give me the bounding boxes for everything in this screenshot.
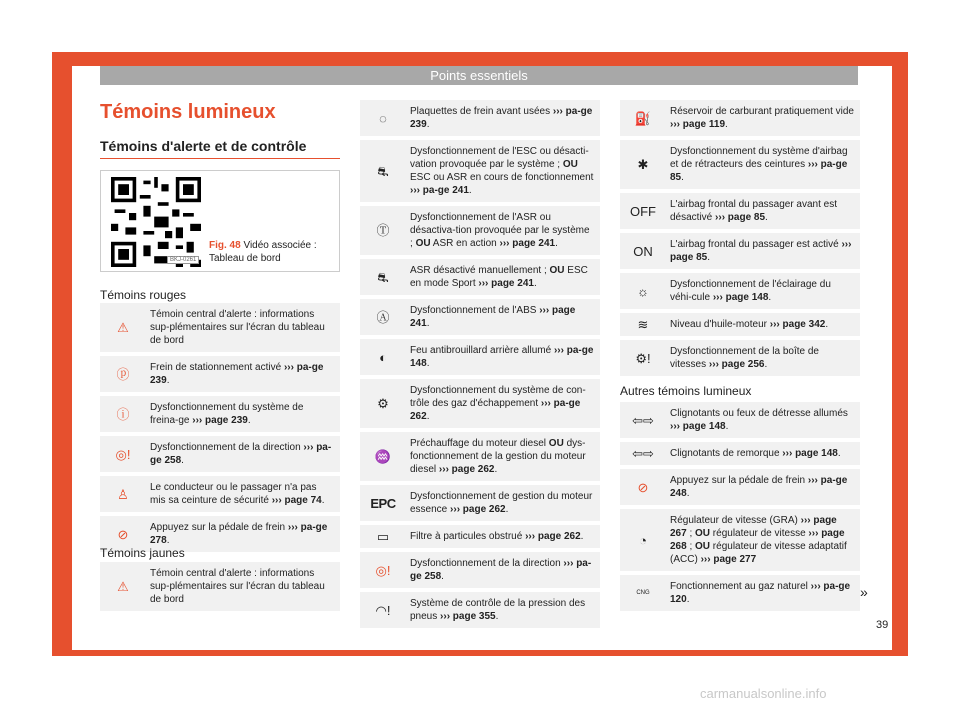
- list-item: [620, 575, 860, 611]
- turn-signals-icon: ⇦⇨: [632, 412, 654, 428]
- list-item-text: Dysfonctionnement du système d'airbag et de rétracteurs des ceintures ››› pa-ge 85.: [670, 146, 848, 183]
- list-item: [100, 303, 340, 352]
- list-item-text: Dysfonctionnement de l'ABS ››› page 241.: [410, 305, 576, 329]
- yellow-warning-list: [100, 562, 340, 615]
- list-item: [620, 340, 860, 376]
- figure-caption: [209, 239, 317, 265]
- header-bar: Points essentiels: [100, 66, 858, 85]
- list-item-text: Feu antibrouillard arrière allumé ››› pa-ge 148.: [410, 345, 594, 369]
- list-item-text: Dysfonctionnement de la direction ››› pa-ge 258.: [410, 558, 592, 582]
- list-item: [100, 436, 340, 472]
- airbag-off-icon: OFF: [630, 203, 656, 219]
- parking-brake-icon: ⓟ: [116, 366, 130, 382]
- list-item: [360, 485, 600, 521]
- list-item-text: Dysfonctionnement de la boîte de vitesses ››› page 256.: [670, 346, 819, 370]
- airbag-on-icon: ON: [633, 243, 653, 259]
- list-item: [360, 339, 600, 375]
- list-item-text: Clignotants ou feux de détresse allumés ››› page 148.: [670, 408, 848, 432]
- list-item-text: Dysfonctionnement de l'ASR ou désactiva-tion provoquée par le système ; OU ASR en action ››› page 241.: [410, 212, 590, 249]
- light-fault-icon: ☼: [637, 283, 649, 299]
- tc-icon: Ⓣ: [376, 223, 390, 238]
- cruise-control-icon: ◔: [639, 532, 647, 548]
- glow-plug-icon: ♒: [374, 449, 392, 464]
- red-warning-list: [100, 303, 340, 556]
- airbag-fault-icon: ✱: [637, 157, 649, 172]
- brake-pedal-icon: ⊘: [637, 479, 649, 495]
- list-item-text: Dysfonctionnement de l'ESC ou désacti-vation provoquée par le système ; OU ESC ou ASR en cours de fonctionnement ››› pa-ge 241.: [410, 146, 594, 196]
- list-item: [360, 206, 600, 255]
- brake-pads-icon: ◌: [379, 110, 387, 126]
- figure-caption-line1: Vidéo associée :: [243, 240, 317, 251]
- list-item-text: L'airbag frontal du passager avant est désactivé ››› page 85.: [670, 199, 838, 223]
- list-item: [620, 273, 860, 309]
- list-item: [360, 140, 600, 202]
- list-item: [360, 552, 600, 588]
- middle-warning-list: [360, 100, 600, 632]
- list-item-text: Le conducteur ou le passager n'a pas mis sa ceinture de sécurité ››› page 74.: [150, 482, 325, 506]
- abs-icon: Ⓐ: [376, 309, 390, 325]
- other-indicator-list: [620, 402, 860, 615]
- gearbox-icon: ⚙!: [635, 350, 651, 366]
- list-item-text: Niveau d'huile-moteur ››› page 342.: [670, 319, 829, 330]
- list-item: [360, 299, 600, 335]
- list-item: [100, 356, 340, 392]
- list-item-text: Témoin central d'alerte : informations sup-plémentaires sur l'écran du tableau de bord: [150, 568, 325, 605]
- list-item: [620, 233, 860, 269]
- list-item-text: Appuyez sur la pédale de frein ››› pa-ge 248.: [670, 475, 848, 499]
- list-item: [620, 100, 860, 136]
- list-item: [620, 469, 860, 505]
- list-item-text: Dysfonctionnement du système de freina-ge ››› page 239.: [150, 402, 304, 426]
- figure-box: [100, 170, 340, 272]
- particle-filter-icon: ▭: [376, 529, 390, 544]
- warning-triangle-icon: ⚠: [117, 579, 129, 594]
- fuel-icon: ⛽: [634, 110, 652, 126]
- list-item-text: Régulateur de vitesse (GRA) ››› page 267 ; OU régulateur de vitesse ››› page 268 ; OU régulateur de vitesse adaptatif (ACC) ››› page 277: [670, 515, 847, 565]
- list-item-text: L'airbag frontal du passager est activé ››› page 85.: [670, 239, 852, 263]
- list-item: [360, 100, 600, 136]
- figure-code: BKJ-0261: [167, 256, 199, 264]
- figure-label: Fig. 48: [209, 240, 241, 251]
- list-item: [620, 509, 860, 571]
- esc-icon: ⛐: [377, 163, 389, 179]
- section-title: Témoins lumineux: [100, 101, 276, 123]
- list-item: [620, 313, 860, 336]
- figure-caption-line2: Tableau de bord: [209, 253, 281, 264]
- list-item-text: Dysfonctionnement de l'éclairage du véhi-cule ››› page 148.: [670, 279, 831, 303]
- list-item-text: Dysfonctionnement du système de con-trôle des gaz d'échappement ››› pa-ge 262.: [410, 385, 586, 422]
- brake-fault-icon: ⓘ: [116, 406, 130, 422]
- list-item: [360, 379, 600, 428]
- list-item-text: Filtre à particules obstrué ››› page 262.: [410, 531, 584, 542]
- list-item-text: Réservoir de carburant pratiquement vide ››› page 119.: [670, 106, 854, 130]
- trailer-signal-icon: ⇦⇨: [632, 446, 654, 461]
- qr-code-icon[interactable]: [111, 177, 201, 267]
- subtitle-rule: [100, 158, 340, 159]
- other-section-heading: Autres témoins lumineux: [620, 384, 752, 398]
- list-item-text: Témoin central d'alerte : informations sup-plémentaires sur l'écran du tableau de bord: [150, 309, 325, 346]
- list-item-text: Dysfonctionnement de la direction ››› pa-ge 258.: [150, 442, 332, 466]
- yellow-section-heading: Témoins jaunes: [100, 546, 185, 560]
- list-item: [620, 402, 860, 438]
- list-item-text: Appuyez sur la pédale de frein ››› pa-ge 278.: [150, 522, 328, 546]
- list-item: [100, 396, 340, 432]
- list-item: [360, 259, 600, 295]
- steering-fault-icon: ◎!: [375, 562, 391, 578]
- list-item-text: Système de contrôle de la pression des pneus ››› page 355.: [410, 598, 586, 622]
- list-item-text: Préchauffage du moteur diesel OU dys-fonctionnement de la gestion du moteur diesel ››› page 262.: [410, 438, 586, 475]
- page-number: 39: [876, 619, 889, 631]
- list-item: [360, 592, 600, 628]
- epc-icon: EPC: [370, 495, 396, 511]
- seatbelt-icon: ♙: [117, 486, 129, 502]
- list-item: [620, 442, 860, 465]
- steering-fault-icon: ◎!: [115, 446, 131, 462]
- list-item: [620, 140, 860, 189]
- section-subtitle: Témoins d'alerte et de contrôle: [100, 138, 307, 154]
- list-item-text: Frein de stationnement activé ››› pa-ge 239.: [150, 362, 324, 386]
- warning-triangle-icon: ⚠: [117, 320, 129, 335]
- red-section-heading: Témoins rouges: [100, 288, 187, 302]
- list-item: [620, 193, 860, 229]
- list-item-text: ASR désactivé manuellement ; OU ESC en mode Sport ››› page 241.: [410, 265, 588, 289]
- list-item-text: Dysfonctionnement de gestion du moteur essence ››› page 262.: [410, 491, 593, 515]
- list-item-text: Fonctionnement au gaz naturel ››› pa-ge 120.: [670, 581, 851, 605]
- list-item-text: Clignotants de remorque ››› page 148.: [670, 448, 841, 459]
- cng-icon: CNG: [636, 589, 650, 596]
- oil-level-icon: ≋: [637, 317, 649, 332]
- watermark: carmanualsonline.info: [700, 686, 827, 701]
- esc-off-icon: ⛐: [377, 269, 389, 285]
- list-item: [360, 525, 600, 548]
- engine-icon: ⚙: [377, 396, 389, 411]
- tire-pressure-icon: ◠!: [375, 602, 391, 618]
- continue-mark: »: [860, 584, 868, 600]
- right-warning-list: [620, 100, 860, 380]
- list-item: [100, 476, 340, 512]
- list-item: [100, 562, 340, 611]
- list-item: [360, 432, 600, 481]
- list-item-text: Plaquettes de frein avant usées ››› pa-ge 239.: [410, 106, 593, 130]
- rear-fog-icon: ◐: [379, 349, 387, 365]
- brake-pedal-icon: ⊘: [117, 526, 129, 542]
